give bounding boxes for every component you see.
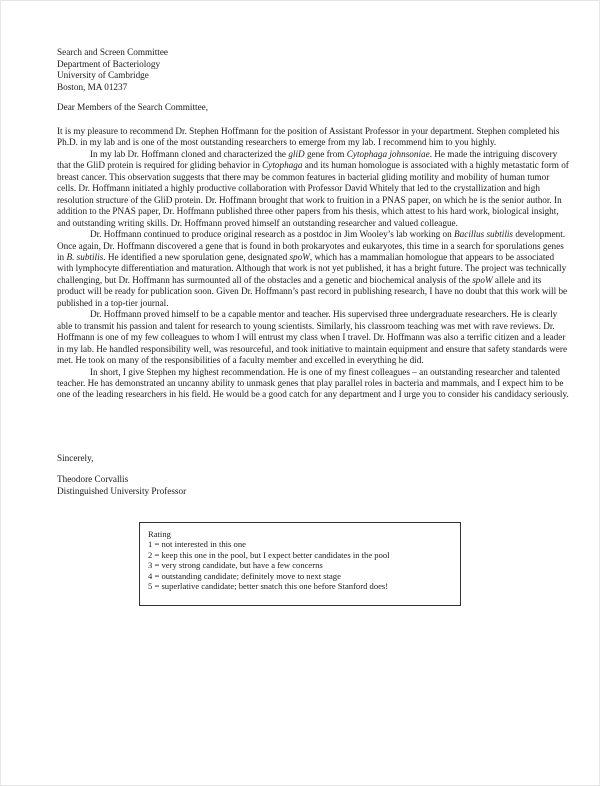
signature-block	[57, 474, 186, 497]
text-run: In my lab Dr. Hoffmann cloned and characterized the	[90, 148, 289, 159]
address-line: University of Cambridge	[57, 70, 149, 80]
text-run: . He identified a new sporulation gene, designated	[103, 251, 290, 262]
organism-name: Cytophaga johnsoniae	[346, 148, 430, 159]
letter-body	[57, 126, 569, 401]
rating-item: 1 = not interested in this one	[148, 539, 246, 550]
rating-box	[139, 522, 461, 606]
rating-heading: Rating	[148, 529, 171, 539]
gene-name: spoW	[289, 251, 310, 262]
text-run: , which has a mammalian homologue that appears to be associated with lymphocyte differentiation and maturation. Although that work is not yet published, it has a bright future. The project was technically challenging, but Dr. Hoffmann has surmounted all of the obstacles and a genetic and biochemical analysis of the	[57, 251, 567, 285]
recipient-address	[57, 47, 168, 93]
rating-item: 2 = keep this one in the pool, but I expect better candidates in the pool	[148, 549, 390, 560]
rating-item: 3 = very strong candidate, but have a few concerns	[148, 560, 323, 571]
gene-name: spoW	[472, 274, 493, 285]
text-run: Dr. Hoffmann continued to produce original research as a postdoc in Jim Wooley’s lab working on	[90, 229, 455, 240]
text-run: allele and its product will be ready for publication soon. Given Dr. Hoffmann’s past record in publishing research, I have no doubt that this work will be published in a top-tier journal.	[57, 274, 568, 308]
closing: Sincerely,	[57, 453, 94, 463]
rating-item: 5 = superlative candidate; better snatch this one before Stanford does!	[148, 581, 389, 592]
text-run: development. Once again, Dr. Hoffmann discovered a gene that is found in both prokaryotes and eukaryotes, this time in a search for sporulations genes in	[57, 229, 566, 262]
paragraph-1: It is my pleasure to recommend Dr. Stephen Hoffmann for the position of Assistant Professor in your department. Stephen completed his Ph.D. in my lab and is one of the most outstanding researchers to emerge from my lab. I recommend him to you highly.	[57, 126, 560, 148]
paragraph-2	[57, 149, 569, 229]
paragraph-5: In short, I give Stephen my highest recommendation. He is one of my finest colleagues – an outstanding researcher and talented teacher. He has demonstrated an uncanny ability to unmask genes that play parallel roles in bacteria and mammals, and I expect him to be one of the leading researchers in his field. He would be a good catch for any department and I urge you to consider his candidacy seriously.	[57, 366, 569, 400]
organism-name: Cytophaga	[262, 160, 303, 171]
paragraph-4: Dr. Hoffmann proved himself to be a capable mentor and teacher. His supervised three undergraduate researchers. He is clearly able to transmit his passion and talent for research to young scientists. Similarly, his classroom teaching was met with rave reviews. Dr. Hoffmann is one of my few colleagues to whom I will entrust my class when I travel. Dr. Hoffmann was also a terrific citizen and a leader in my lab. He handled responsibility well, was resourceful, and took initiative to maintain equipment and ensure that safety standards were met. He took on many of the responsibilities of a faculty member and excelled in everything he did.	[57, 309, 568, 366]
address-line: Department of Bacteriology	[57, 58, 161, 69]
signer-name: Theodore Corvallis	[57, 474, 129, 484]
organism-name: Bacillus subtilis	[454, 229, 514, 240]
salutation: Dear Members of the Search Committee,	[57, 102, 209, 112]
text-run: gene from	[304, 148, 347, 159]
address-line: Boston, MA 01237	[57, 81, 128, 92]
organism-name: B. subtilis	[66, 251, 104, 262]
text-run: and its human homologue is associated with a highly metastatic form of breast cancer. This observation suggests that there may be common features in bacterial gliding motility and mobility of human tumor cells. Dr. Hoffmann initiated a highly productive collaboration with Professor David Whitely that led to the crystallization and high resolution structure of the GliD protein. Dr. Hoffmann brought that work to fruition in a PNAS paper, on which he is the senior author. In addition to the PNAS paper, Dr. Hoffmann published three other papers from his thesis, which attest to his hard work, biological insight, and outstanding writing skills. Dr. Hoffmann proved himself an outstanding researcher and valued colleague.	[57, 160, 569, 228]
address-line: Search and Screen Committee	[57, 47, 168, 57]
signer-title: Distinguished University Professor	[57, 485, 187, 496]
text-run: . He made the intriguing discovery that the GliD protein is required for gliding behavior in	[57, 148, 558, 171]
paragraph-3	[57, 229, 569, 309]
rating-item: 4 = outstanding candidate; definitely move to next stage	[148, 570, 341, 581]
gene-name: gliD	[288, 148, 305, 159]
